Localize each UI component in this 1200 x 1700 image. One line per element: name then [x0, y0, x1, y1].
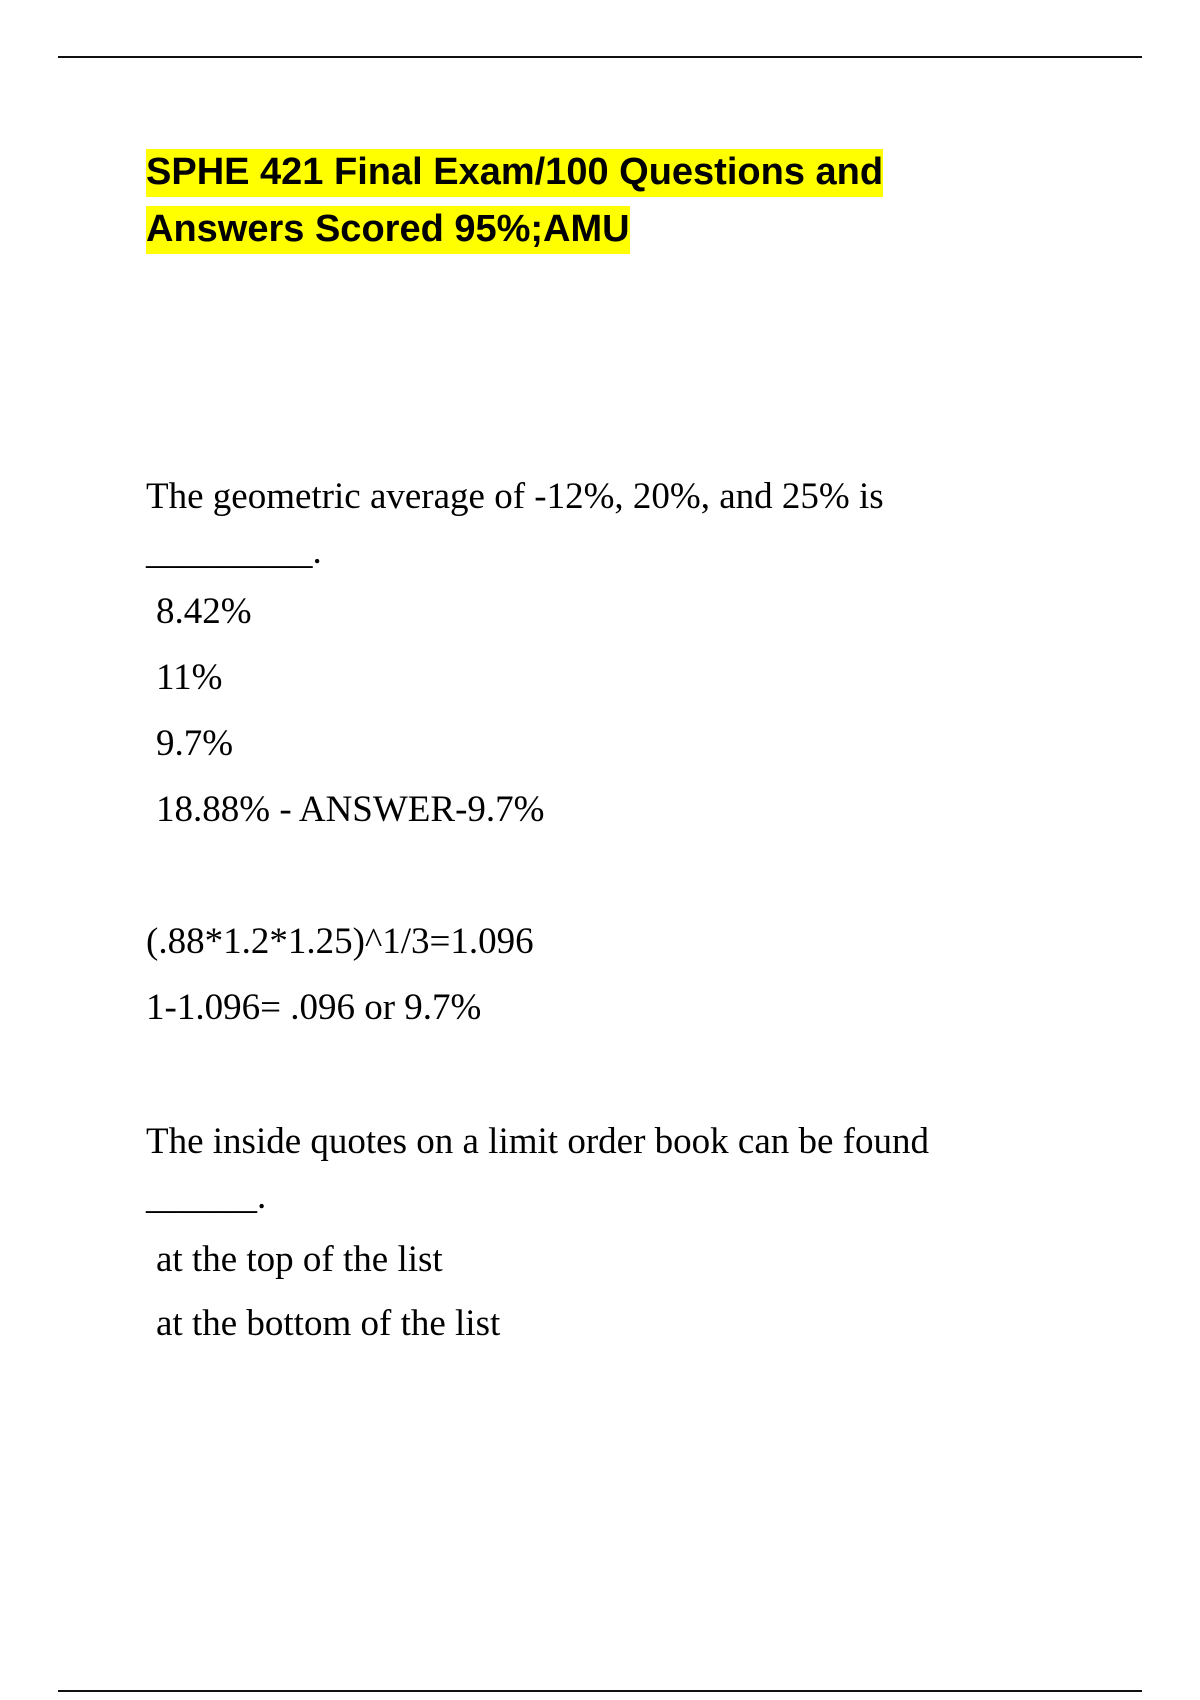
document-title: [146, 144, 1046, 258]
question-1-option-1: 8.42%: [156, 591, 252, 632]
question-1-option-3: 9.7%: [156, 723, 234, 764]
question-2-prompt: The inside quotes on a limit order book can be found: [146, 1121, 929, 1162]
header-rule: [58, 56, 1142, 58]
question-1-prompt: The geometric average of -12%, 20%, and 25% is: [146, 476, 884, 517]
question-2-option-2: at the bottom of the list: [156, 1303, 501, 1344]
question-1-option-2: 11%: [156, 657, 223, 698]
title-line-1: SPHE 421 Final Exam/100 Questions and: [146, 149, 883, 197]
question-2-blank: ______.: [146, 1176, 267, 1217]
question-1-explanation-1: (.88*1.2*1.25)^1/3=1.096: [146, 921, 534, 962]
title-line-2: Answers Scored 95%;AMU: [146, 206, 630, 254]
footer-rule: [58, 1690, 1142, 1692]
question-1-explanation-2: 1-1.096= .096 or 9.7%: [146, 987, 482, 1028]
question-1-option-4: 18.88% - ANSWER-9.7%: [156, 789, 545, 830]
question-2-option-1: at the top of the list: [156, 1239, 443, 1280]
question-1-blank: _________.: [146, 531, 322, 572]
